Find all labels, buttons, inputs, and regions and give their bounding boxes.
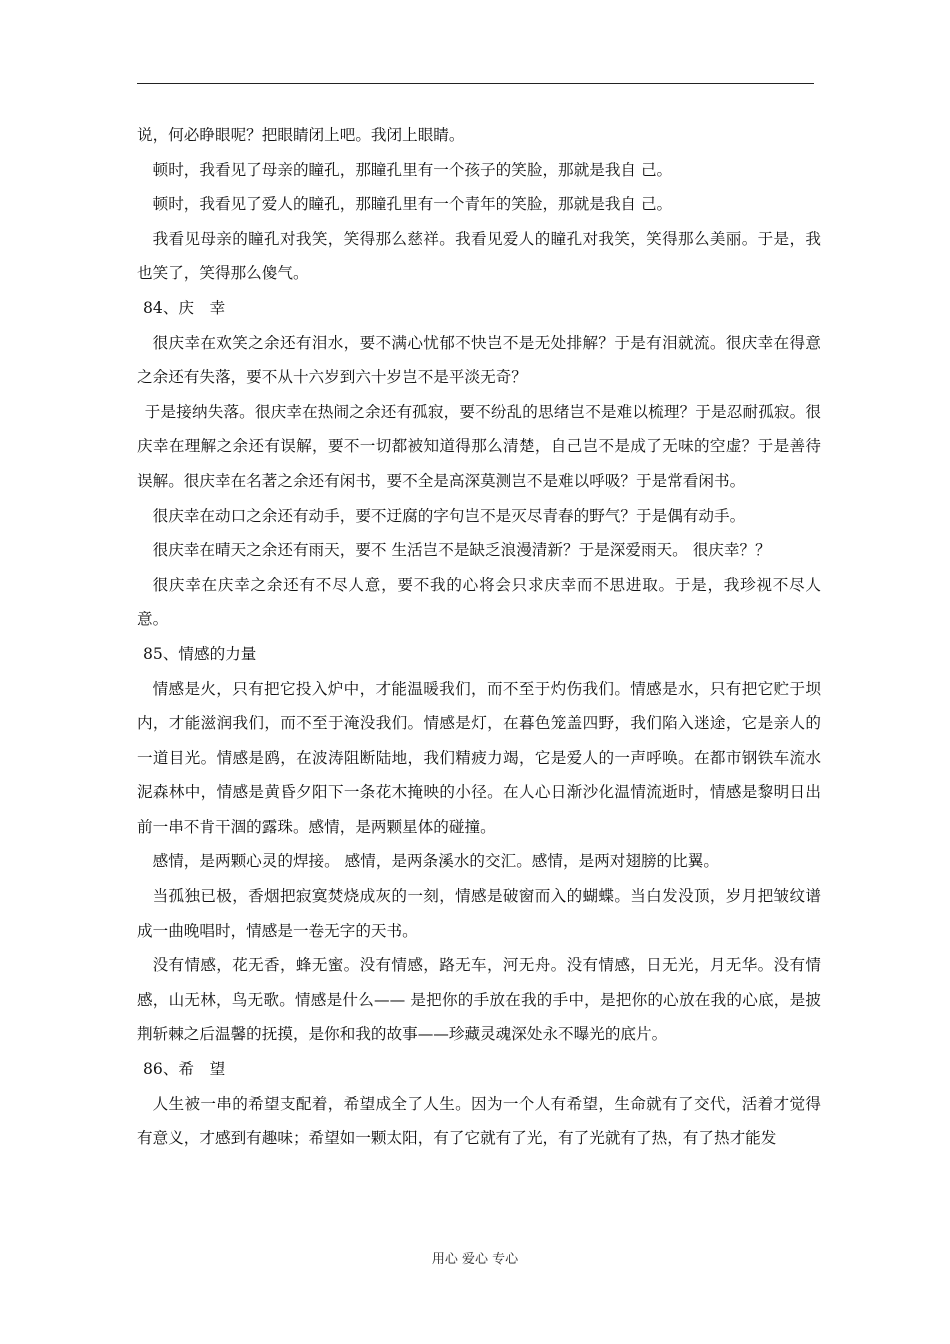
section-heading-84: 84、庆 幸: [143, 298, 226, 317]
document-body: [137, 118, 821, 1156]
paragraph: 当孤独已极，香烟把寂寞焚烧成灰的一刻，情感是破窗而入的蝴蝶。当白发没顶，岁月把皱纹谱成一曲晚唱时，情感是一卷无字的天书。: [137, 887, 821, 940]
paragraph: 情感是火，只有把它投入炉中，才能温暖我们，而不至于灼伤我们。情感是水，只有把它贮于坝内，才能滋润我们，而不至于淹没我们。情感是灯，在暮色笼盖四野，我们陷入迷途，它是亲人的一道目光。情感是鸥，在波涛阻断陆地，我们精疲力竭，它是爱人的一声呼唤。在都市钢铁车流水泥森林中，情感是黄昏夕阳下一条花木掩映的小径。在人心日渐沙化温情流逝时，情感是黎明日出前一串不肯干涸的露珠。感情，是两颗星体的碰撞。: [137, 679, 821, 836]
paragraph: 顿时，我看见了爱人的瞳孔，那瞳孔里有一个青年的笑脸，那就是我自 己。: [152, 195, 673, 214]
header-rule: [137, 83, 814, 84]
paragraph: 人生被一串的希望支配着，希望成全了人生。因为一个人有希望，生命就有了交代，活着才觉得有意义，才感到有趣味；希望如一颗太阳，有了它就有了光，有了光就有了热，有了热才能发: [137, 1094, 821, 1148]
paragraph: 很庆幸在欢笑之余还有泪水，要不满心忧郁不快岂不是无处排解？于是有泪就流。很庆幸在得意之余还有失落，要不从十六岁到六十岁岂不是平淡无奇？: [137, 333, 821, 387]
paragraph: 顿时，我看见了母亲的瞳孔，那瞳孔里有一个孩子的笑脸，那就是我自 己。: [152, 160, 673, 179]
page-footer: 用心 爱心 专心: [431, 1252, 519, 1267]
section-heading-85: 85、情感的力量: [143, 644, 257, 663]
paragraph: 我看见母亲的瞳孔对我笑，笑得那么慈祥。我看见爱人的瞳孔对我笑，笑得那么美丽。于是，我也笑了，笑得那么傻气。: [137, 229, 821, 283]
paragraph: 很庆幸在庆幸之余还有不尽人意，要不我的心将会只求庆幸而不思进取。于是，我珍视不尽人意。: [137, 575, 821, 629]
section-heading-86: 86、希 望: [143, 1060, 226, 1079]
paragraph: 很庆幸在动口之余还有动手，要不迂腐的字句岂不是灭尽青春的野气？于是偶有动手。: [152, 506, 746, 525]
paragraph: 没有情感，花无香，蜂无蜜。没有情感，路无车，河无舟。没有情感，日无光，月无华。没有情感，山无林，鸟无歌。情感是什么—— 是把你的手放在我的手中，是把你的心放在我的心底，是披荆斩棘之后温馨的抚摸，是你和我的故事——珍藏灵魂深处永不曝光的底片。: [137, 956, 821, 1044]
paragraph: 很庆幸在晴天之余还有雨天，要不 生活岂不是缺乏浪漫清新？于是深爱雨天。 很庆幸？？: [152, 541, 771, 560]
paragraph: 于是接纳失落。很庆幸在热闹之余还有孤寂，要不纷乱的思绪岂不是难以梳理？于是忍耐孤寂。很庆幸在理解之余还有误解，要不一切都被知道得那么清楚，自己岂不是成了无味的空虚？于是善待误解。很庆幸在名著之余还有闲书，要不全是高深莫测岂不是难以呼吸？于是常看闲书。: [137, 402, 821, 490]
paragraph: 说，何必睁眼呢？把眼睛闭上吧。我闭上眼睛。: [137, 126, 465, 144]
paragraph: 感情，是两颗心灵的焊接。 感情，是两条溪水的交汇。感情，是两对翅膀的比翼。: [152, 852, 719, 871]
